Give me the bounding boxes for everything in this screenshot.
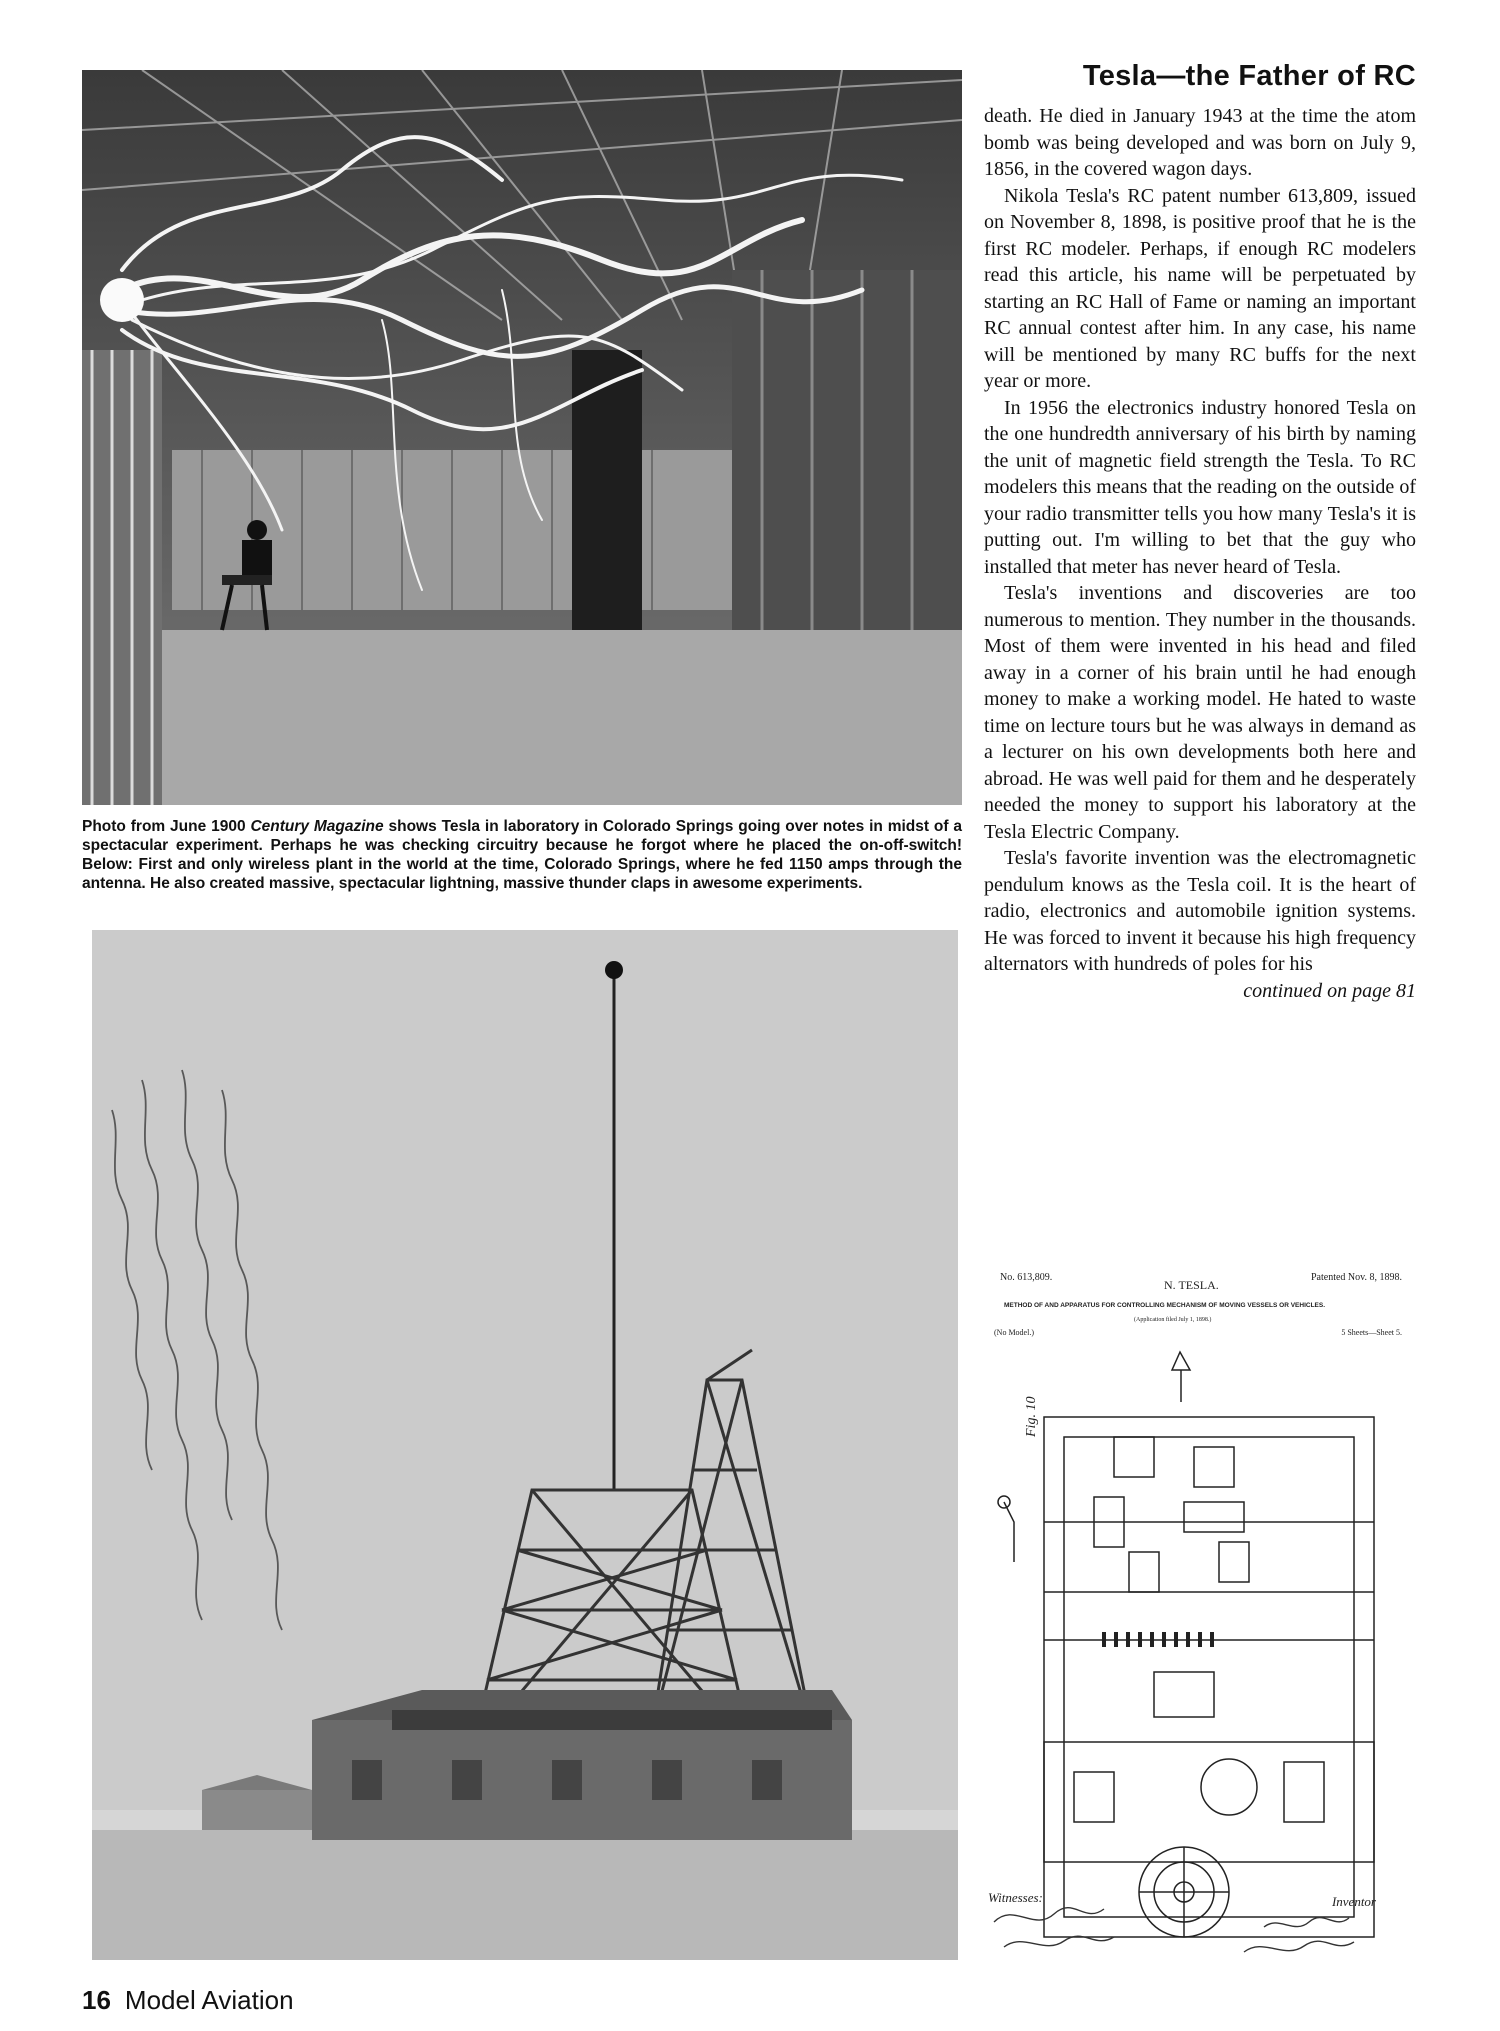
- patent-inventor-label: Inventor: [1331, 1894, 1376, 1909]
- patent-figure-label: Fig. 10: [1024, 1396, 1039, 1437]
- article-paragraph: Tesla's favorite invention was the electromagnetic pendulum knows as the Tesla coil. It is the heart of radio, electronics and automobile ignition systems. He was forced to invent it because his high frequency alternators with hundreds of poles for his: [984, 847, 1416, 975]
- article-paragraph: In 1956 the electronics industry honored Tesla on the one hundredth anniversary of his birth by naming the unit of magnetic field strength the Tesla. To RC modelers this means that the reading on the outside of your radio transmitter tells you how many Tesla's it is putting out. I'm willing to bet that the guy who installed that meter has never heard of Tesla.: [984, 396, 1416, 578]
- photo-caption: [82, 817, 962, 893]
- patent-sheets: 5 Sheets—Sheet 5.: [1341, 1328, 1402, 1337]
- article-paragraph: Nikola Tesla's RC patent number 613,809, issued on November 8, 1898, is positive proof that he is the first RC modeler. Perhaps, if enough RC modelers read this article, his name will be perpetuated by starting an RC Hall of Fame or naming an important RC annual contest after him. In any case, his name will be mentioned by many RC buffs for the next year or more.: [984, 184, 1416, 392]
- page-number: 16: [82, 1985, 111, 2015]
- patent-drawing: [984, 1262, 1416, 1962]
- patent-number: No. 613,809.: [1000, 1272, 1053, 1283]
- patent-model: (No Model.): [994, 1328, 1034, 1337]
- caption-text-rest: shows Tesla in laboratory in Colorado Springs going over notes in midst of a spectacular experiment. Perhaps he was checking circuitry because he forgot where he placed the on-off-switch! Below: First and only wireless plant in the world at the time, Colorado Springs, where he fed 1150 amps through the antenna. He also created massive, spectacular lightning, massive thunder claps in awesome experiments.: [82, 818, 963, 892]
- page-footer: [82, 1985, 294, 2016]
- article-paragraph: death. He died in January 1943 at the time the atom bomb was being developed and was born on July 9, 1856, in the covered wagon days.: [984, 105, 1416, 180]
- caption-text-start: Photo from June 1900: [82, 818, 251, 835]
- article-column: [984, 60, 1416, 1003]
- publication-name: Model Aviation: [124, 1985, 294, 2015]
- patent-circuit-diagram: [984, 1262, 1416, 1962]
- patent-title: METHOD OF AND APPARATUS FOR CONTROLLING MECHANISM OF MOVING VESSELS OR VEHICLES.: [1004, 1302, 1326, 1309]
- patent-date: Patented Nov. 8, 1898.: [1310, 1272, 1402, 1283]
- wireless-plant-photo: [92, 930, 958, 1960]
- article-body: [984, 103, 1416, 978]
- patent-application: (Application filed July 1, 1898.): [1134, 1317, 1212, 1323]
- article-headline: Tesla—the Father of RC: [1082, 60, 1416, 92]
- article-paragraph: Tesla's inventions and discoveries are too numerous to mention. They number in the thousands. Most of them were invented in his head and filed away in a corner of his brain until he had enough money to make a working model. He hated to waste time on lecture tours but he was always in demand as a lecturer on his own developments both here and abroad. He was well paid for them and he desperately needed the money to support his laboratory at the Tesla Electric Company.: [984, 582, 1416, 843]
- laboratory-photo: [82, 70, 962, 805]
- patent-witnesses-label: Witnesses:: [988, 1890, 1043, 1905]
- laboratory-photo-drawing: [82, 70, 962, 805]
- wireless-plant-drawing: [92, 930, 958, 1960]
- caption-magazine-title: Century Magazine: [250, 818, 384, 835]
- continued-link[interactable]: continued on page 81: [1243, 979, 1416, 1002]
- patent-inventor: N. TESLA.: [1164, 1278, 1219, 1292]
